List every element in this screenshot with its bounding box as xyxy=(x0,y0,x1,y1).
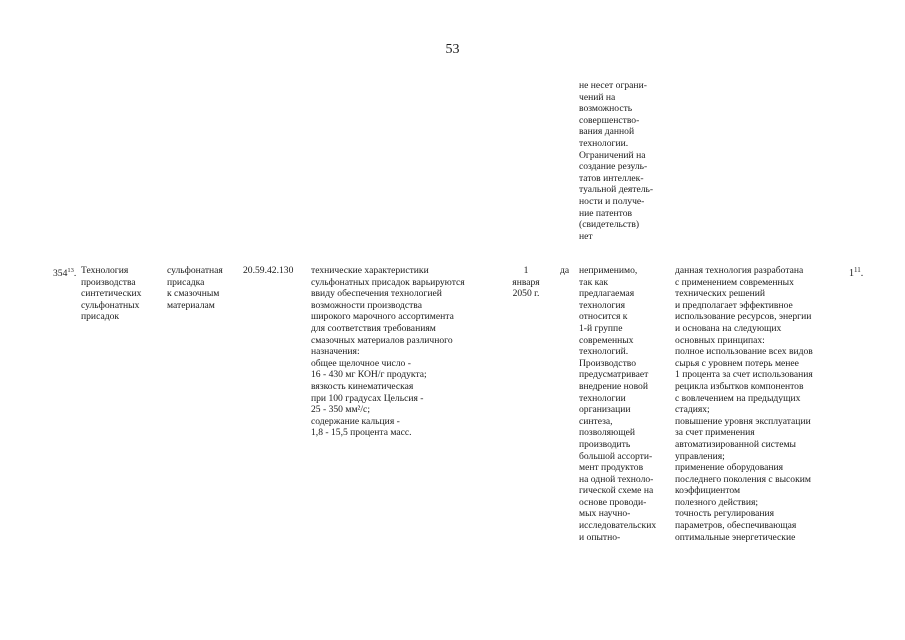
footnote-ref xyxy=(849,265,869,280)
continuation-cell-text: не несет ограни- чений на возможность совершенство- вания данной технологии. Ограничений на создание резуль- татов интеллек- туальной деятель- ности и получе- ние патентов (свидетельств) нет xyxy=(579,80,654,242)
page-number: 53 xyxy=(445,42,460,57)
footnote-suffix: . xyxy=(860,268,864,279)
restriction-reason: неприменимо, так как предлагаемая технология относится к 1-й группе современных технологий. Производство предусматривает внедрение новой технологии организации синтеза, позволяющей производить большой ассорти- мент продуктов на одной техноло- гической схеме на основе проводи- мых научно- исследовательских и опытно- xyxy=(579,265,657,543)
row-number-value: 354 xyxy=(53,268,68,279)
row-number xyxy=(53,265,77,280)
footnote-value: 1 xyxy=(849,268,854,279)
row-number-footnote-ref: 13 xyxy=(67,267,74,274)
footnote-sup: 11 xyxy=(854,266,861,274)
compliance-flag: да xyxy=(560,265,570,276)
product-name: сульфонатная присадка к смазочным материалам xyxy=(167,265,223,311)
effective-date: 1 января 2050 г. xyxy=(512,265,540,300)
technology-principles: данная технология разработана с применением современных технических решений и предполагает эффективное использование ресурсов, энергии и основана на следующих основных принципах: полное использование всех видов сырья с уровнем потерь менее 1 процента за счет использования рецикла избытков компонентов с вовлечением на предыдущих стадиях; повышение уровня эксплуатации за счет применения автоматизированной системы управления; применение оборудования последнего поколения с высоким коэффициентом полезного действия; точность регулирования параметров, обеспечивающая оптимальные энергетические xyxy=(675,265,813,543)
technical-specifications: технические характеристики сульфонатных присадок варьируются ввиду обеспечения технологией возможности производства широкого марочного ассортимента для соответствия требованиям смазочных материалов различного назначения: общее щелочное число - 16 - 430 мг КОН/г продукта; вязкость кинематическая при 100 градусах Цельсия - 25 - 350 мм²/с; содержание кальция - 1,8 - 15,5 процента масс. xyxy=(311,265,465,439)
okpd-code: 20.59.42.130 xyxy=(243,265,294,276)
technology-name: Технология производства синтетических сульфонатных присадок xyxy=(81,265,142,323)
row-number-suffix: . xyxy=(73,268,77,279)
